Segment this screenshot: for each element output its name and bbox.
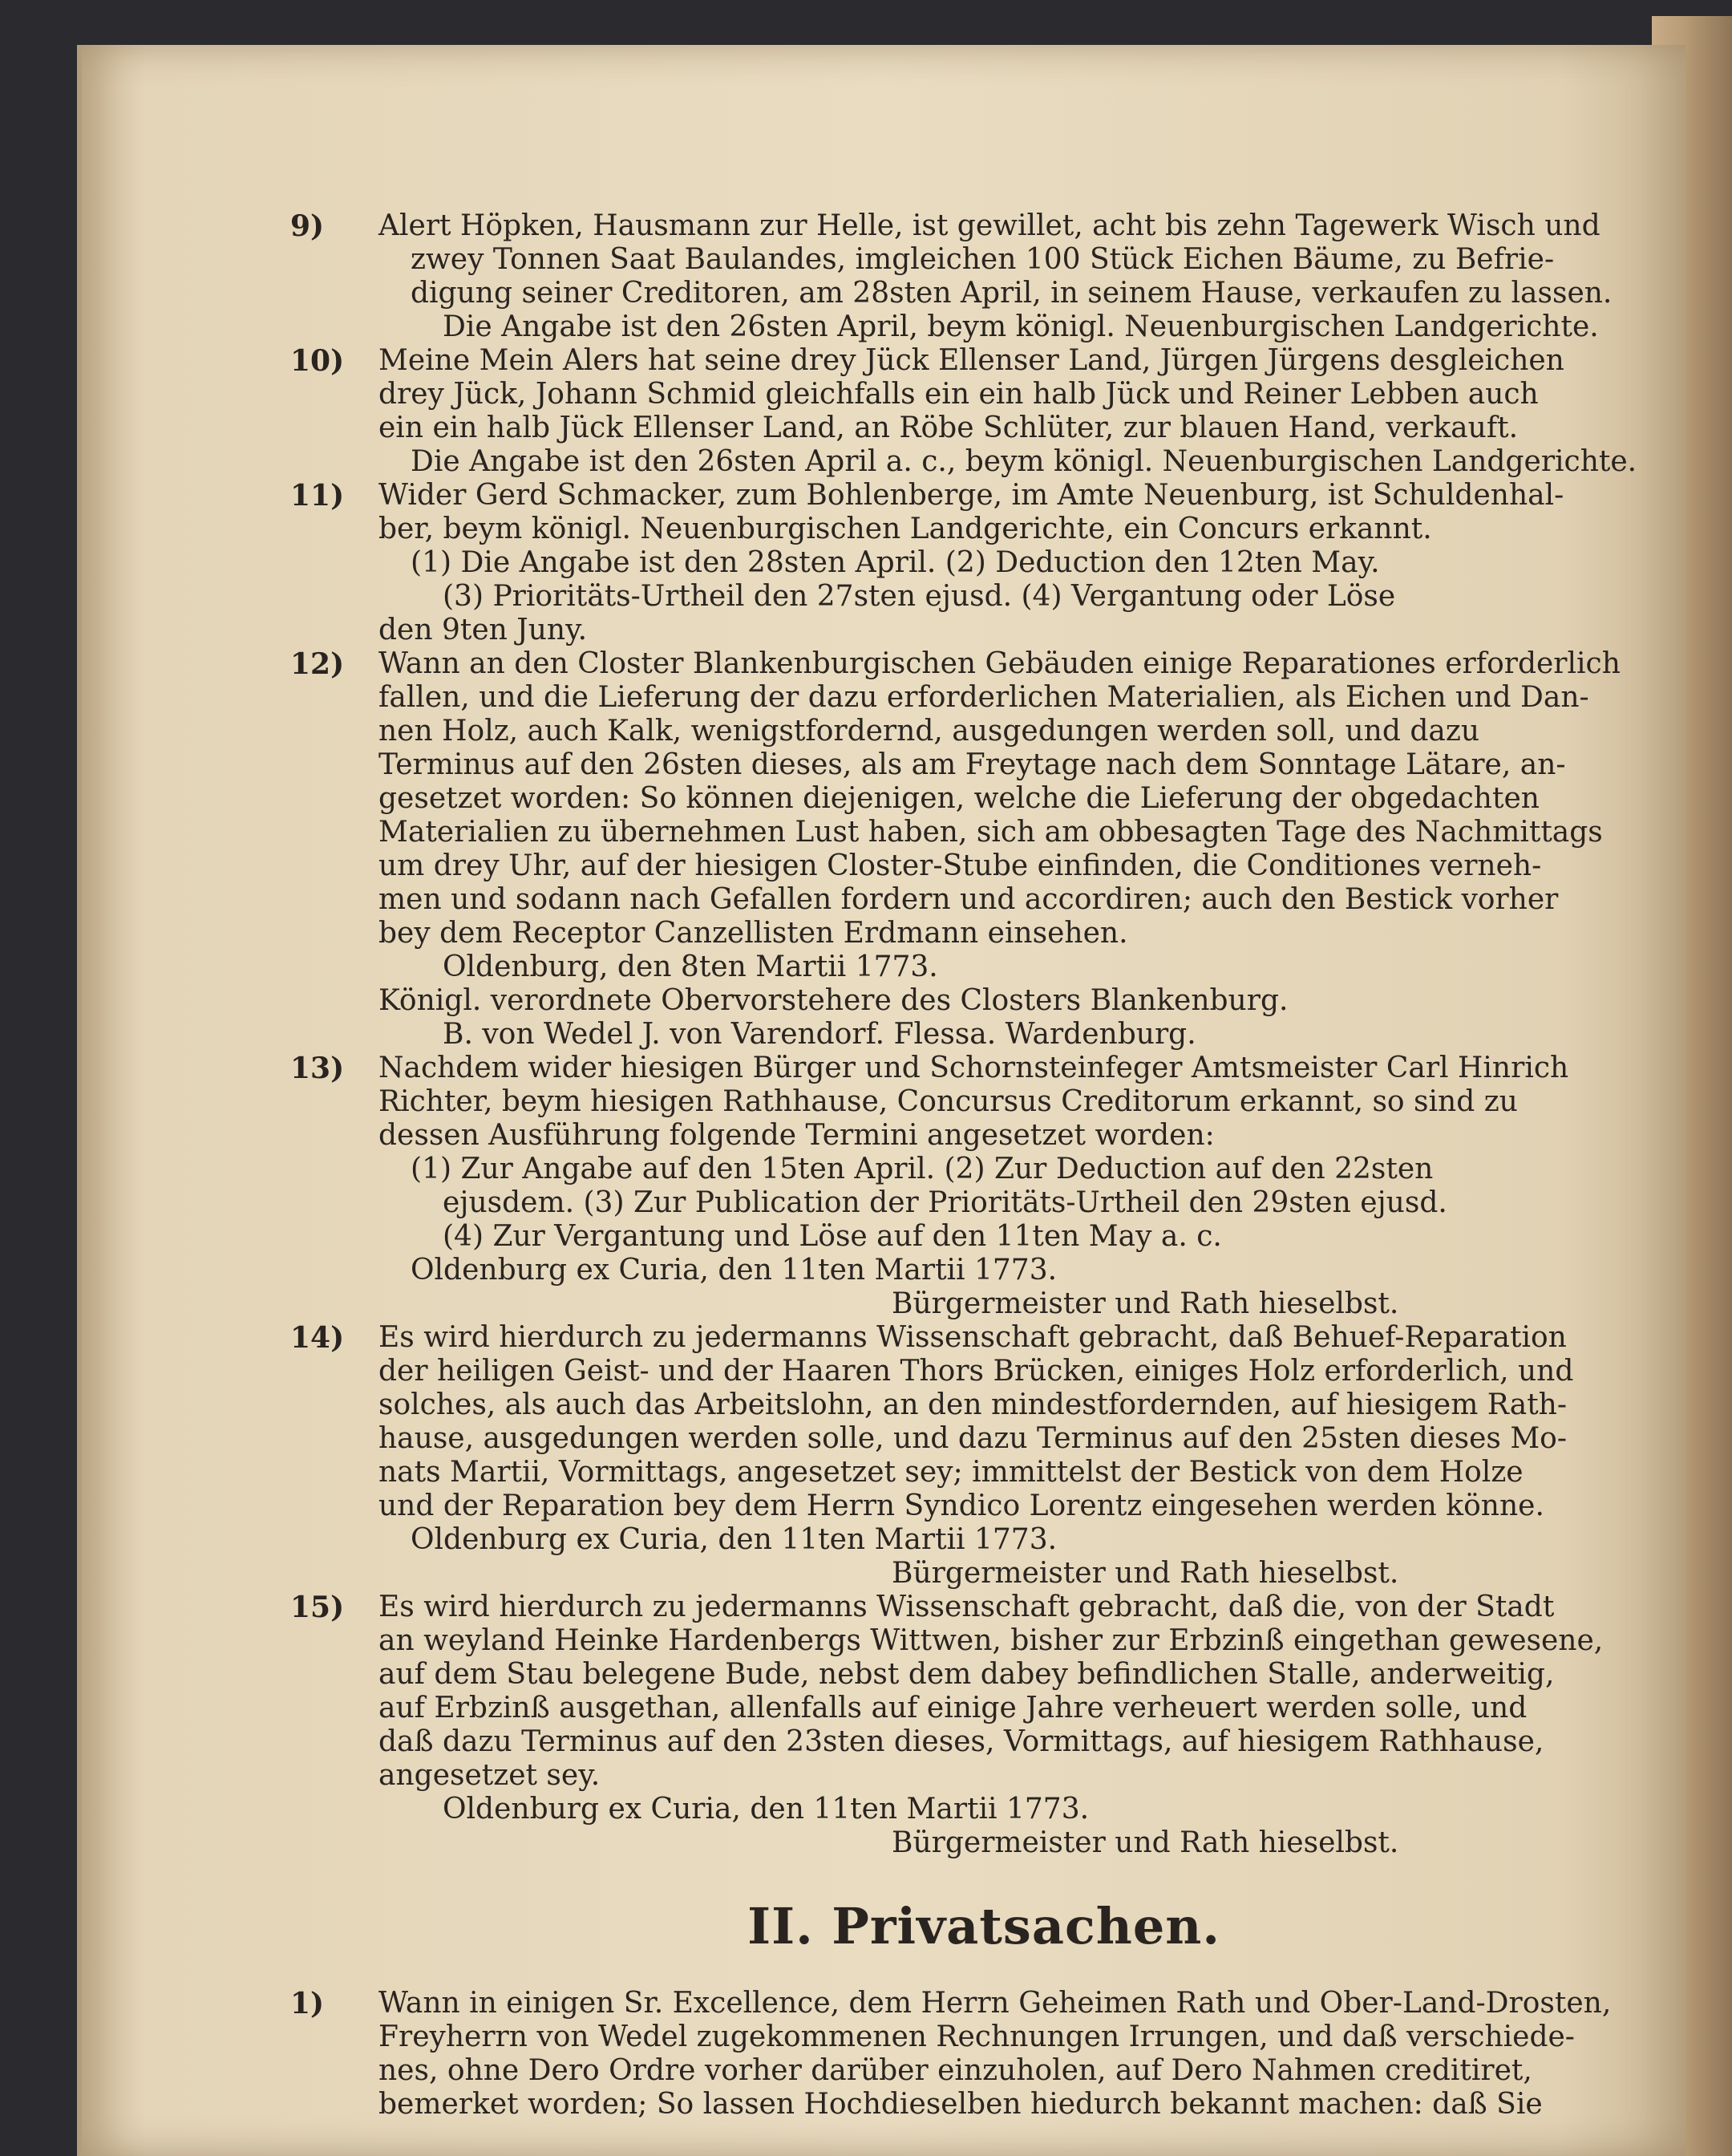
text-line: Materialien zu übernehmen Lust haben, sich am obbesagten Tage des Nachmittags: [378, 816, 1603, 849]
text-line: daß dazu Terminus auf den 23sten dieses, Vormittags, auf hiesigem Rathhause,: [378, 1725, 1544, 1758]
entry-number: 10): [290, 344, 345, 378]
signature-line: Bürgermeister und Rath hieselbst.: [892, 1557, 1399, 1590]
entry-number: 12): [290, 647, 345, 681]
text-line: Wider Gerd Schmacker, zum Bohlenberge, im Amte Neuenburg, ist Schuldenhal-: [378, 479, 1564, 512]
dateline: Oldenburg ex Curia, den 11ten Martii 1773.: [411, 1523, 1058, 1556]
entry-13: [290, 1052, 1589, 1321]
dateline: Oldenburg ex Curia, den 11ten Martii 1773.: [411, 1254, 1058, 1287]
text-line: ein ein halb Jück Ellenser Land, an Röbe Schlüter, zur blauen Hand, verkauft.: [378, 411, 1519, 444]
text-line: solches, als auch das Arbeitslohn, an den mindestfordernden, auf hiesigem Rath-: [378, 1388, 1568, 1421]
entry-number: 14): [290, 1321, 345, 1355]
text-line: angesetzet sey.: [378, 1759, 601, 1792]
text-line: Alert Höpken, Hausmann zur Helle, ist gewillet, acht bis zehn Tagewerk Wisch und: [378, 209, 1600, 242]
text-line: (4) Zur Vergantung und Löse auf den 11ten May a. c.: [443, 1220, 1222, 1253]
signature-line: Bürgermeister und Rath hieselbst.: [892, 1826, 1399, 1859]
entry-9: [290, 209, 1613, 344]
text-line: Freyherrn von Wedel zugekommenen Rechnungen Irrungen, und daß verschiede-: [378, 2020, 1575, 2053]
text-line: nes, ohne Dero Ordre vorher darüber einzuholen, auf Dero Nahmen creditiret,: [378, 2054, 1532, 2087]
text-line: Wann in einigen Sr. Excellence, dem Herrn Geheimen Rath und Ober-Land-Drosten,: [378, 1987, 1612, 2020]
text-line: nats Martii, Vormittags, angesetzet sey; immittelst der Bestick von dem Holze: [378, 1456, 1524, 1489]
text-line: zwey Tonnen Saat Baulandes, imgleichen 100 Stück Eichen Bäume, zu Befrie-: [411, 243, 1555, 276]
entry-12: [290, 647, 1621, 1052]
entry-10: [290, 344, 1637, 479]
dateline: Oldenburg ex Curia, den 11ten Martii 1773.: [443, 1793, 1090, 1826]
page-text: [290, 209, 1637, 2121]
text-line: nen Holz, auch Kalk, wenigstfordernd, ausgedungen werden soll, und dazu: [378, 715, 1480, 748]
private-entry-1: [290, 1987, 1612, 2122]
text-line: und der Reparation bey dem Herrn Syndico Lorentz eingesehen werden könne.: [378, 1489, 1544, 1522]
text-line: gesetzet worden: So können diejenigen, welche die Lieferung der obgedachten: [378, 782, 1540, 815]
entry-number: 15): [290, 1591, 345, 1624]
text-line: den 9ten Juny.: [378, 614, 588, 646]
entry-number: 11): [290, 479, 345, 513]
text-line: ber, beym königl. Neuenburgischen Landgerichte, ein Concurs erkannt.: [378, 513, 1432, 545]
text-line: auf dem Stau belegene Bude, nebst dem dabey befindlichen Stalle, anderweitig,: [378, 1658, 1555, 1691]
entry-14: [290, 1321, 1589, 1591]
text-line: Die Angabe ist den 26sten April, beym königl. Neuenburgischen Landgerichte.: [443, 310, 1599, 343]
section-heading: II. Privatsachen.: [747, 1897, 1220, 1955]
text-line: hause, ausgedungen werden solle, und dazu Terminus auf den 25sten dieses Mo-: [378, 1422, 1568, 1455]
entry-number: 13): [290, 1052, 345, 1085]
text-line: fallen, und die Lieferung der dazu erforderlichen Materialien, als Eichen und Dan-: [378, 681, 1589, 714]
text-line: bemerket worden; So lassen Hochdieselben hiedurch bekannt machen: daß Sie: [378, 2088, 1543, 2121]
text-line: an weyland Heinke Hardenbergs Wittwen, bisher zur Erbzinß eingethan gewesene,: [378, 1624, 1604, 1657]
text-line: der heiligen Geist- und der Haaren Thors Brücken, einiges Holz erforderlich, und: [378, 1355, 1574, 1388]
text-line: auf Erbzinß ausgethan, allenfalls auf einige Jahre verheuert werden solle, und: [378, 1692, 1528, 1724]
text-line: Richter, beym hiesigen Rathhause, Concursus Creditorum erkannt, so sind zu: [378, 1085, 1518, 1118]
text-line: um drey Uhr, auf der hiesigen Closter-Stube einfinden, die Conditiones verneh-: [378, 849, 1542, 882]
entry-15: [290, 1591, 1604, 1860]
entry-number: 9): [290, 209, 325, 243]
text-line: (1) Zur Angabe auf den 15ten April. (2) Zur Deduction auf den 22sten: [411, 1153, 1434, 1185]
dateline: Oldenburg, den 8ten Martii 1773.: [443, 950, 938, 983]
text-line: Nachdem wider hiesigen Bürger und Schornsteinfeger Amtsmeister Carl Hinrich: [378, 1052, 1569, 1084]
text-line: drey Jück, Johann Schmid gleichfalls ein ein halb Jück und Reiner Lebben auch: [378, 378, 1539, 411]
book-page: [77, 45, 1685, 2156]
text-line: Meine Mein Alers hat seine drey Jück Ellenser Land, Jürgen Jürgens desgleichen: [378, 344, 1564, 377]
text-line: Es wird hierdurch zu jedermanns Wissenschaft gebracht, daß die, von der Stadt: [378, 1591, 1555, 1623]
signature-line: Königl. verordnete Obervorstehere des Closters Blankenburg.: [378, 984, 1289, 1017]
text-line: Es wird hierdurch zu jedermanns Wissenschaft gebracht, daß Behuef-Reparation: [378, 1321, 1567, 1354]
text-line: Wann an den Closter Blankenburgischen Gebäuden einige Reparationes erforderlich: [378, 647, 1621, 680]
signature-line: Bürgermeister und Rath hieselbst.: [892, 1287, 1399, 1320]
text-line: Terminus auf den 26sten dieses, als am Freytage nach dem Sonntage Lätare, an-: [378, 748, 1566, 781]
text-line: Die Angabe ist den 26sten April a. c., beym königl. Neuenburgischen Landgerichte.: [411, 445, 1637, 478]
entry-number: 1): [290, 1987, 325, 2020]
text-line: ejusdem. (3) Zur Publication der Prioritäts-Urtheil den 29sten ejusd.: [443, 1186, 1447, 1219]
signature-names: B. von Wedel J. von Varendorf. Flessa. Wardenburg.: [443, 1018, 1196, 1051]
entry-11: [290, 479, 1589, 647]
text-line: men und sodann nach Gefallen fordern und accordiren; auch den Bestick vorher: [378, 883, 1559, 916]
text-line: digung seiner Creditoren, am 28sten April, in seinem Hause, verkaufen zu lassen.: [411, 277, 1613, 310]
text-line: dessen Ausführung folgende Termini angesetzet worden:: [378, 1119, 1215, 1152]
text-line: (3) Prioritäts-Urtheil den 27sten ejusd. (4) Vergantung oder Löse: [443, 580, 1396, 613]
text-line: (1) Die Angabe ist den 28sten April. (2) Deduction den 12ten May.: [411, 546, 1380, 579]
text-line: bey dem Receptor Canzellisten Erdmann einsehen.: [378, 917, 1128, 950]
